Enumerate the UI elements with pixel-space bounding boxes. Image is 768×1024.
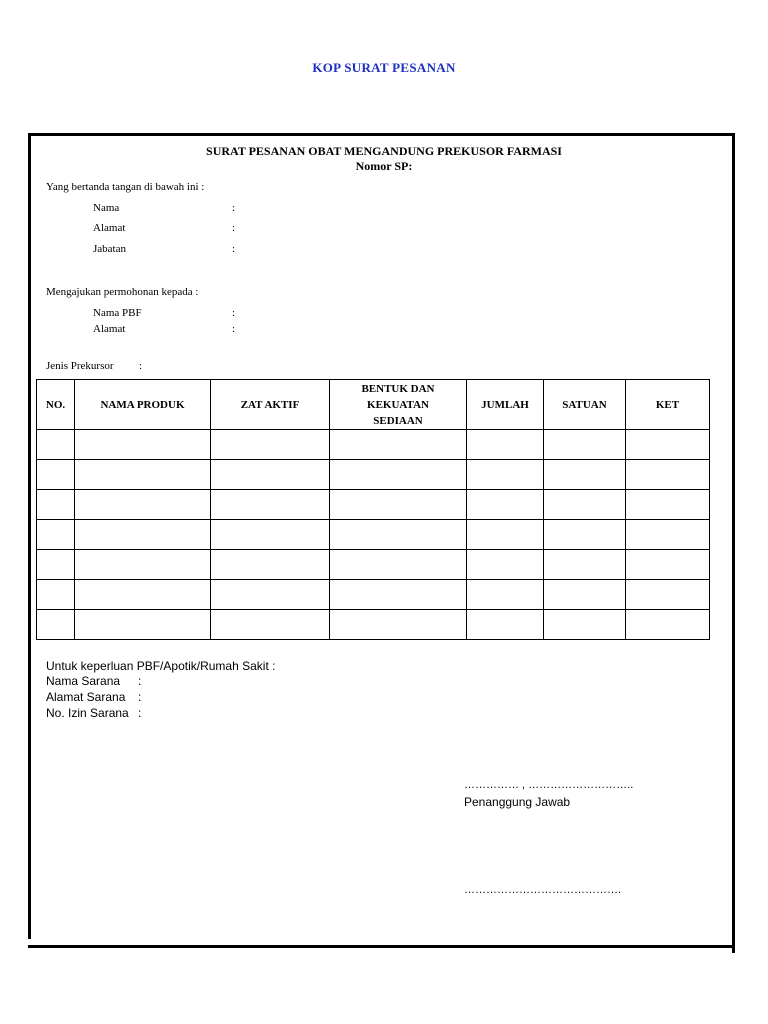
pbf-address-label: Alamat [93,323,126,335]
frame-border-left [28,133,31,939]
column-header-unit: SATUAN [544,380,626,430]
table-cell[interactable] [330,430,467,460]
signer-address-colon: : [232,222,236,234]
signer-name-label: Nama [93,202,120,214]
facility-intro: Untuk keperluan PBF/Apotik/Rumah Sakit : [46,659,276,673]
table-cell[interactable] [467,580,544,610]
table-cell[interactable] [75,490,211,520]
table-cell[interactable] [467,520,544,550]
table-cell[interactable] [37,460,75,490]
frame-border-top [28,133,735,136]
table-cell[interactable] [37,550,75,580]
order-items-table [36,379,710,640]
table-cell[interactable] [544,430,626,460]
table-cell[interactable] [211,520,330,550]
table-cell[interactable] [75,550,211,580]
pbf-name-colon: : [232,307,236,319]
frame-border-right [732,133,735,953]
signer-intro: Yang bertanda tangan di bawah ini : [46,181,205,193]
facility-name-colon: : [138,674,142,688]
table-cell[interactable] [626,430,710,460]
facility-address-colon: : [138,690,142,704]
table-cell[interactable] [75,580,211,610]
table-row [37,430,710,460]
table-cell[interactable] [626,520,710,550]
pbf-name-label: Nama PBF [93,307,142,319]
table-cell[interactable] [544,610,626,640]
facility-name-label: Nama Sarana [46,674,121,688]
table-cell[interactable] [626,610,710,640]
letterhead-title: KOP SURAT PESANAN [312,60,456,75]
table-body [37,430,710,640]
table-cell[interactable] [211,490,330,520]
table-cell[interactable] [626,550,710,580]
frame-border-bottom [28,945,735,948]
table-cell[interactable] [37,580,75,610]
table-cell[interactable] [544,460,626,490]
column-header-product-name: NAMA PRODUK [75,380,211,430]
table-cell[interactable] [37,610,75,640]
document-title: SURAT PESANAN OBAT MENGANDUNG PREKUSOR FARMASI [206,144,562,158]
signer-position-label: Jabatan [93,243,126,255]
table-cell[interactable] [544,550,626,580]
table-cell[interactable] [330,520,467,550]
table-cell[interactable] [75,430,211,460]
table-cell[interactable] [467,430,544,460]
table-cell[interactable] [75,520,211,550]
table-cell[interactable] [626,580,710,610]
table-cell[interactable] [467,490,544,520]
column-header-note: KET [626,380,710,430]
table-cell[interactable] [211,550,330,580]
column-header-active-substance: ZAT AKTIF [211,380,330,430]
table-cell[interactable] [211,430,330,460]
table-cell[interactable] [467,550,544,580]
document-number-label: Nomor SP: [355,159,413,173]
signature-place-date[interactable]: …………… , ……………………….. [464,779,634,791]
document-header [0,144,768,174]
signer-position-colon: : [232,243,236,255]
table-cell[interactable] [37,520,75,550]
table-cell[interactable] [211,460,330,490]
signature-role: Penanggung Jawab [464,795,571,809]
table-cell[interactable] [211,580,330,610]
column-header-quantity: JUMLAH [467,380,544,430]
facility-license-label: No. Izin Sarana [46,706,129,720]
table-cell[interactable] [330,580,467,610]
table-cell[interactable] [37,490,75,520]
precursor-type-colon: : [139,360,143,372]
table-cell[interactable] [330,550,467,580]
table-cell[interactable] [330,610,467,640]
table-row [37,490,710,520]
table-cell[interactable] [75,460,211,490]
table-cell[interactable] [75,610,211,640]
table-cell[interactable] [626,460,710,490]
column-header-dosage-form-strength: BENTUK DAN KEKUATAN SEDIAAN [330,380,467,430]
table-cell[interactable] [330,490,467,520]
table-cell[interactable] [211,610,330,640]
table-row [37,460,710,490]
table-cell[interactable] [467,460,544,490]
table-cell[interactable] [544,520,626,550]
column-header-no: NO. [37,380,75,430]
table-cell[interactable] [467,610,544,640]
signer-name-colon: : [232,202,236,214]
table-row [37,580,710,610]
request-intro: Mengajukan permohonan kepada : [46,286,199,298]
table-cell[interactable] [544,580,626,610]
signature-name-line[interactable]: ……………………………………. [464,884,622,896]
facility-address-label: Alamat Sarana [46,690,126,704]
table-cell[interactable] [330,460,467,490]
table-header-row [37,380,710,430]
table-row [37,610,710,640]
table-row [37,520,710,550]
table-cell[interactable] [37,430,75,460]
table-cell[interactable] [626,490,710,520]
table-row [37,550,710,580]
table-cell[interactable] [544,490,626,520]
pbf-address-colon: : [232,323,236,335]
precursor-type-label: Jenis Prekursor [46,360,114,372]
signer-address-label: Alamat [93,222,126,234]
facility-license-colon: : [138,706,142,720]
